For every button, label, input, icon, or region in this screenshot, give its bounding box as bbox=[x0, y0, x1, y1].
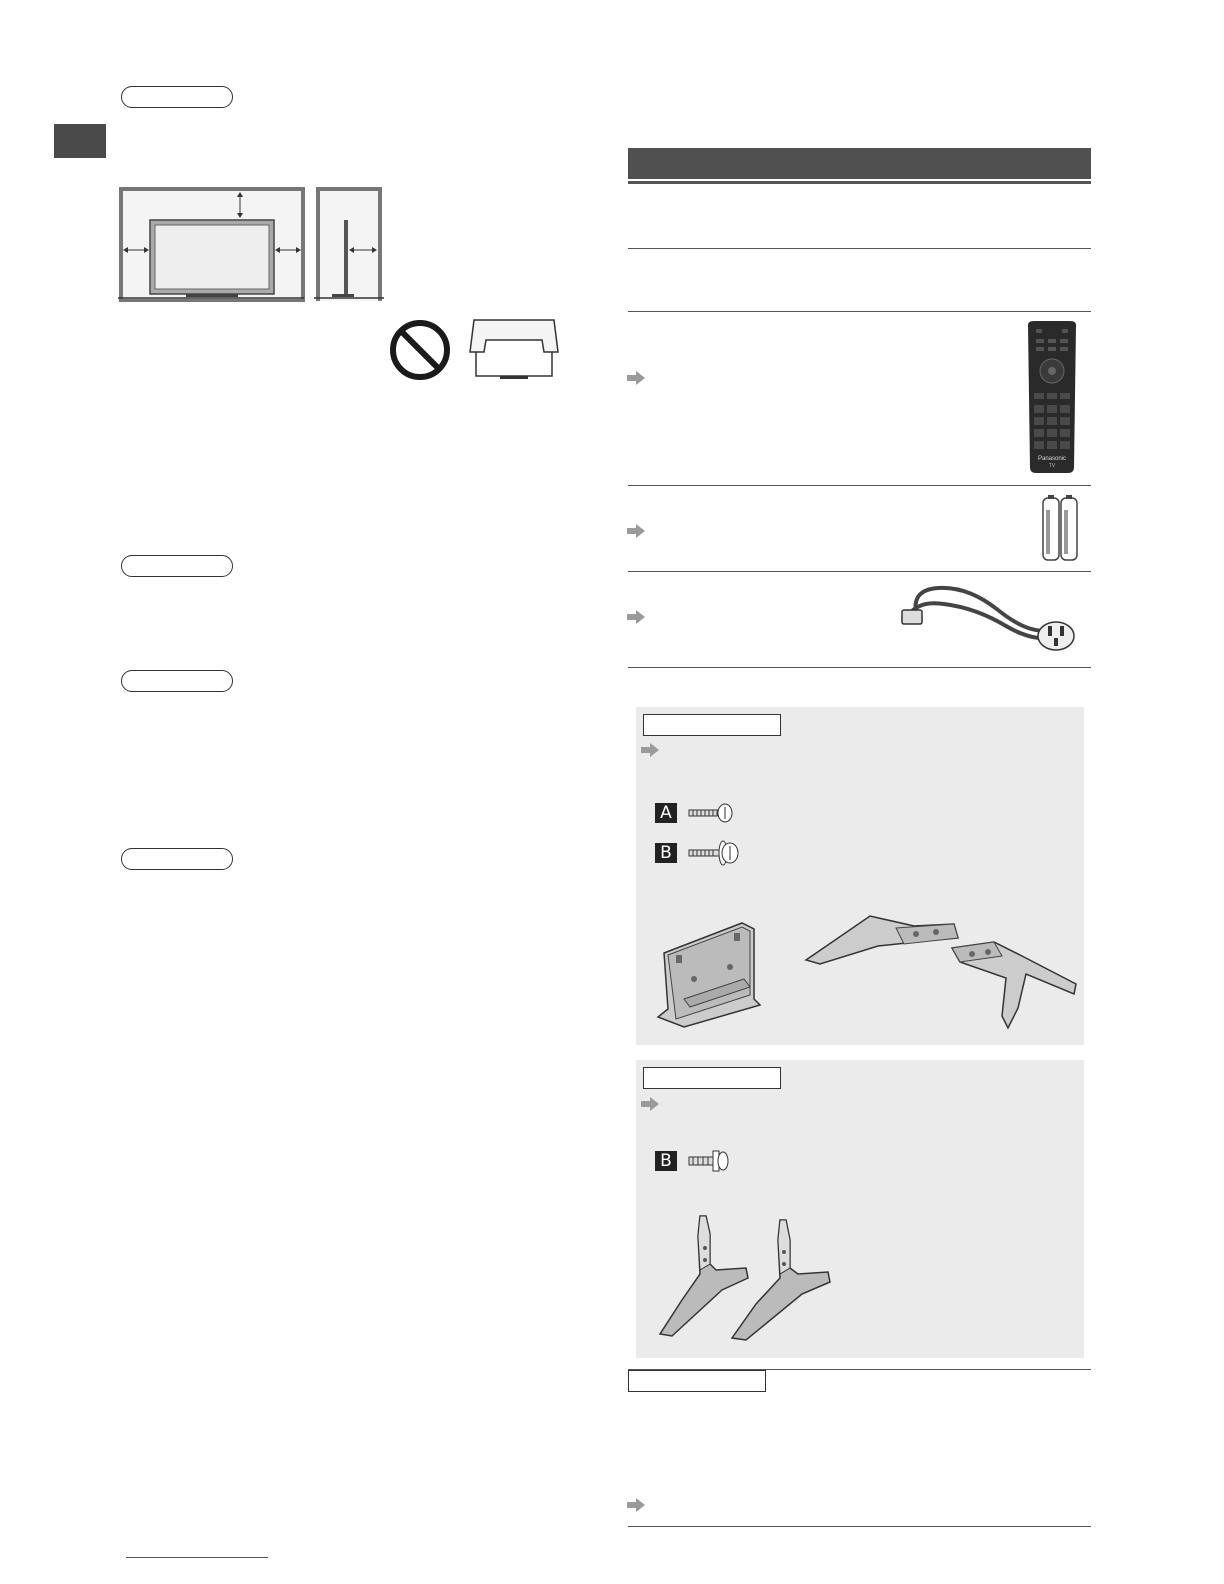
heading-pill-4 bbox=[121, 848, 233, 870]
divider bbox=[628, 1526, 1091, 1527]
divider bbox=[628, 248, 1091, 249]
screw-letter-a: A bbox=[655, 803, 677, 823]
heading-pill-1 bbox=[121, 86, 233, 108]
stand-legs-image bbox=[652, 1212, 834, 1346]
covered-tv-illustration bbox=[466, 318, 562, 382]
arrow-right-icon bbox=[627, 1498, 645, 1512]
divider bbox=[628, 571, 1091, 572]
section-tab bbox=[54, 124, 106, 158]
heading-pill-3 bbox=[121, 670, 233, 692]
mains-lead-image bbox=[898, 580, 1080, 660]
arrow-right-icon bbox=[641, 743, 659, 757]
divider bbox=[628, 667, 1091, 668]
arrow-right-icon bbox=[627, 371, 645, 385]
arrow-right-icon bbox=[627, 524, 645, 538]
stand-legs-image bbox=[804, 912, 1080, 1034]
screw-letter-b: B bbox=[655, 843, 677, 863]
remote-control-image bbox=[1024, 321, 1080, 475]
footer-link-underline[interactable] bbox=[126, 1557, 268, 1558]
screw-icon bbox=[687, 1147, 731, 1175]
arrow-right-icon bbox=[627, 610, 645, 624]
arrow-right-icon bbox=[641, 1097, 659, 1111]
prohibited-icon bbox=[388, 318, 452, 382]
divider bbox=[628, 181, 1091, 184]
screw-icon bbox=[687, 802, 735, 824]
accessories-header-bar bbox=[628, 148, 1091, 179]
divider bbox=[628, 311, 1091, 312]
screw-icon bbox=[687, 839, 741, 867]
heading-pill-2 bbox=[121, 555, 233, 577]
remote-brand-label: Panasonic bbox=[1037, 456, 1067, 462]
note-label bbox=[628, 1370, 766, 1392]
remote-model-label: TV bbox=[1048, 463, 1056, 469]
batteries-image bbox=[1040, 494, 1080, 562]
screw-letter-b: B bbox=[655, 1151, 677, 1171]
ventilation-clearance-illustration bbox=[118, 186, 384, 302]
stand-panel-2-label bbox=[643, 1067, 781, 1089]
stand-bracket-image bbox=[654, 915, 772, 1029]
stand-panel-1-label bbox=[643, 714, 781, 736]
divider bbox=[628, 485, 1091, 486]
